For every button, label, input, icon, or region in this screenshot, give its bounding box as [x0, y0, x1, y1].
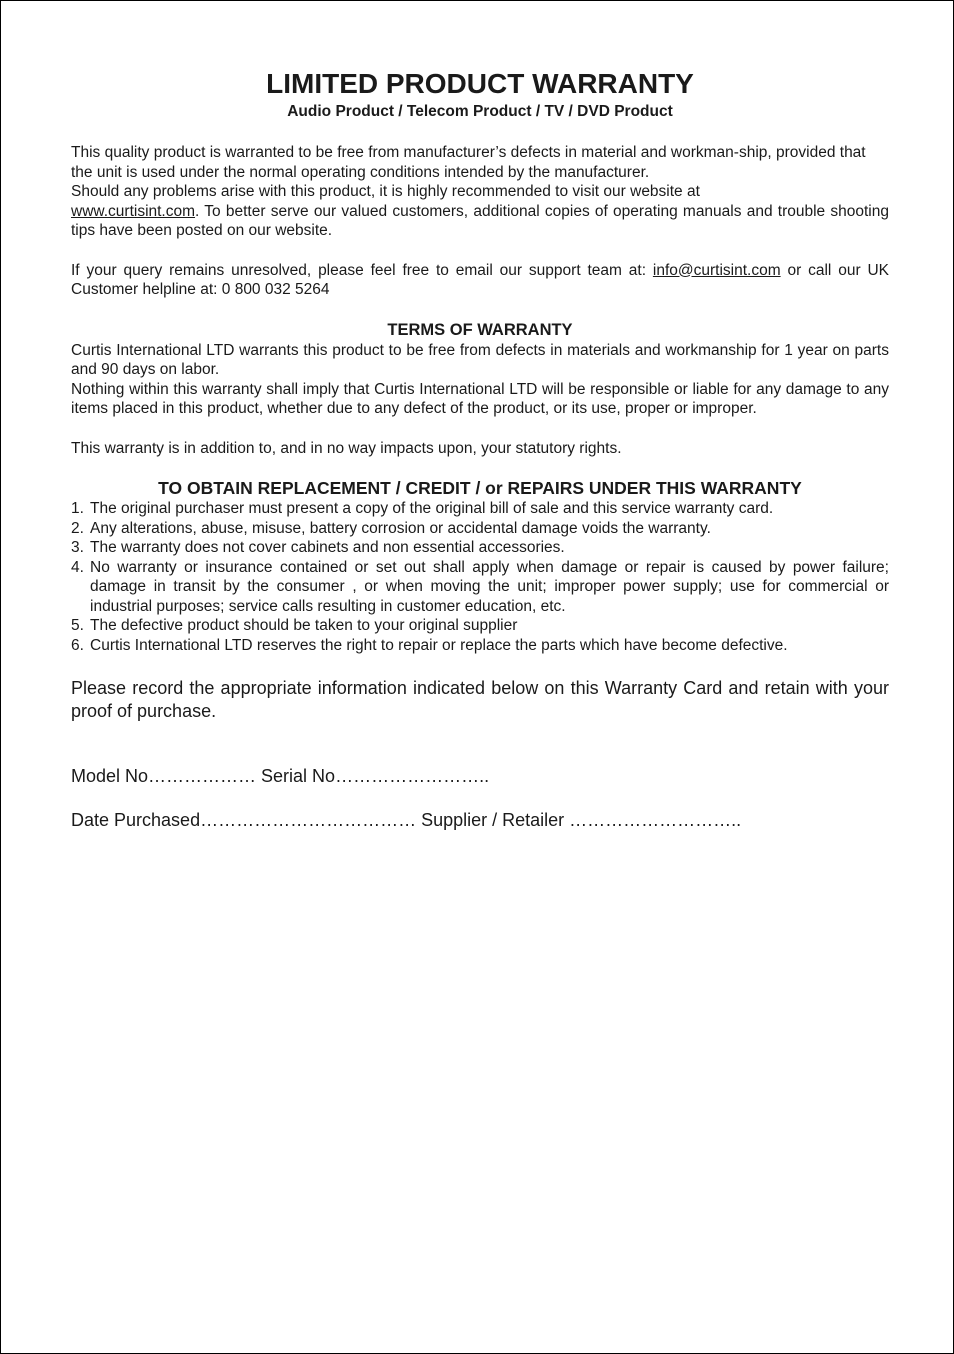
record-paragraph: Please record the appropriate information indicated below on this Warranty Card and retain with your proof of purchase.	[71, 678, 889, 721]
list-item: 6. Curtis International LTD reserves the right to repair or replace the parts which have become defective.	[71, 636, 788, 654]
list-item: 2. Any alterations, abuse, misuse, battery corrosion or accidental damage voids the warranty.	[71, 519, 711, 537]
support-email-link[interactable]: info@curtisint.com	[652, 261, 781, 279]
page-title: LIMITED PRODUCT WARRANTY	[266, 68, 694, 99]
terms-heading: TERMS OF WARRANTY	[387, 320, 573, 339]
terms-paragraph-2: Nothing within this warranty shall imply that Curtis International LTD will be responsible or liable for any damage to any items placed in this product, whether due to any defect of the product, or its use, proper or improper.	[71, 380, 889, 417]
list-item: 4. No warranty or insurance contained or set out shall apply when damage or repair is caused by power failure; damage in transit by the consumer , or when moving the unit; improper power supply; use for commercial or industrial purposes; service calls resulting in customer education, etc.	[71, 558, 889, 615]
support-pre: If your query remains unresolved, please feel free to email our support team at:	[71, 261, 653, 279]
date-supplier-field: Date Purchased……………………………… Supplier / Retailer ………………………..	[71, 810, 742, 830]
list-item: 1. The original purchaser must present a copy of the original bill of sale and this service warranty card.	[71, 500, 774, 517]
support-paragraph	[71, 261, 889, 300]
obtain-heading: TO OBTAIN REPLACEMENT / CREDIT / or REPAIRS UNDER THIS WARRANTY	[158, 478, 802, 498]
intro-line-3: . To better serve our valued customers, additional copies of operating manuals and trouble shooting tips have been posted on our website.	[71, 202, 889, 239]
obtain-list	[71, 499, 889, 655]
list-item: 3. The warranty does not cover cabinets and non essential accessories.	[71, 539, 565, 556]
terms-paragraph-1: Curtis International LTD warrants this product to be free from defects in materials and workmanship for 1 year on parts and 90 days on labor.	[71, 341, 889, 378]
model-serial-field: Model No……………… Serial No……………………..	[71, 766, 490, 786]
website-link[interactable]: www.curtisint.com	[71, 202, 196, 220]
warranty-content	[71, 67, 889, 831]
intro-paragraph	[71, 143, 889, 202]
intro-website-paragraph	[71, 202, 889, 241]
intro-line-2: Should any problems arise with this product, it is highly recommended to visit our website at	[71, 183, 700, 200]
page-subtitle: Audio Product / Telecom Product / TV / DVD Product	[287, 103, 673, 120]
intro-line-1: This quality product is warranted to be free from manufacturer’s defects in material and workman-ship, provided that the unit is used under the normal operating conditions intended by the manufacturer.	[71, 144, 866, 181]
statutory-rights-paragraph: This warranty is in addition to, and in no way impacts upon, your statutory rights.	[71, 439, 622, 457]
support-post: or call our UK Customer helpline at: 0 800 032 5264	[71, 261, 889, 298]
list-item: 5. The defective product should be taken to your original supplier	[71, 617, 518, 634]
